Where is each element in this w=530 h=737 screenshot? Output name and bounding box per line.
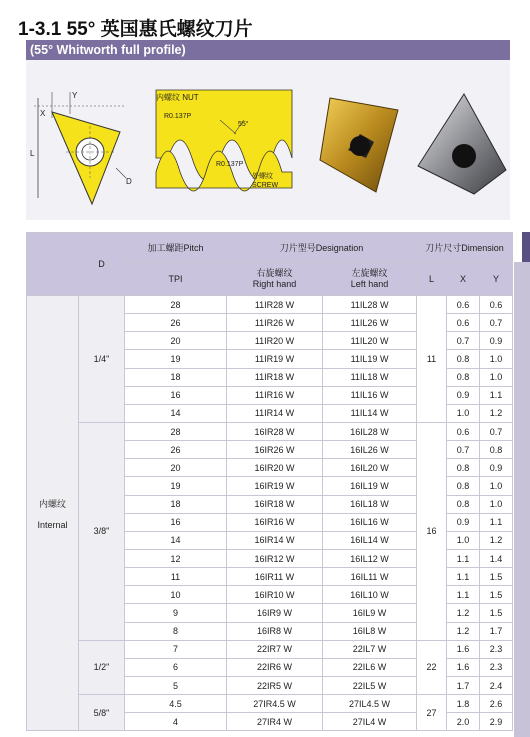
insert-length-cell: 27 [417,695,447,731]
silver-insert-image [414,90,510,200]
left-hand-designation-cell: 16IL18 W [323,495,417,513]
left-hand-designation-cell: 16IL12 W [323,549,417,567]
thread-diameter-cell: 1/4" [79,296,125,423]
right-hand-designation-cell: 11IR26 W [227,314,323,332]
y-dimension-cell: 1.0 [480,477,513,495]
y-dimension-cell: 1.0 [480,495,513,513]
thread-diameter-cell: 5/8" [79,695,125,731]
x-dimension-cell: 1.6 [447,640,480,658]
x-dimension-cell: 1.0 [447,531,480,549]
drawing-area [26,60,510,220]
tpi-cell: 16 [125,513,227,531]
dim-l-label: L [30,149,35,158]
header-designation: 刀片型号Designation [227,233,417,263]
screw-label-cn: 外螺纹 [252,173,273,180]
y-dimension-cell: 1.4 [480,549,513,567]
insert-length-cell: 11 [417,296,447,423]
left-hand-designation-cell: 22IL5 W [323,676,417,694]
tpi-cell: 5 [125,676,227,694]
radius-top-label: R0.137P [164,113,192,120]
tpi-cell: 9 [125,604,227,622]
left-hand-designation-cell: 16IL20 W [323,459,417,477]
y-dimension-cell: 0.6 [480,296,513,314]
header-dimension: 刀片尺寸Dimension [417,233,513,263]
left-hand-designation-cell: 27IL4 W [323,713,417,731]
header-x: X [447,263,480,296]
header-category-blank [27,233,79,296]
tpi-cell: 19 [125,477,227,495]
right-hand-designation-cell: 16IR20 W [227,459,323,477]
radius-bottom-label: R0.137P [216,161,244,168]
right-hand-designation-cell: 16IR28 W [227,422,323,440]
right-hand-designation-cell: 16IR26 W [227,441,323,459]
right-hand-designation-cell: 16IR18 W [227,495,323,513]
right-hand-designation-cell: 27IR4 W [227,713,323,731]
left-hand-designation-cell: 11IL28 W [323,296,417,314]
header-y: Y [480,263,513,296]
right-hand-designation-cell: 16IR14 W [227,531,323,549]
y-dimension-cell: 1.0 [480,350,513,368]
table-row [27,422,513,440]
left-hand-designation-cell: 22IL6 W [323,658,417,676]
table-row [27,296,513,314]
page-edge-strip [514,262,530,737]
y-dimension-cell: 0.7 [480,422,513,440]
y-dimension-cell: 1.1 [480,386,513,404]
y-dimension-cell: 2.3 [480,658,513,676]
tpi-cell: 20 [125,459,227,477]
screw-label-en: SCREW [252,182,279,189]
tpi-cell: 28 [125,422,227,440]
right-hand-designation-cell: 11IR18 W [227,368,323,386]
x-dimension-cell: 0.6 [447,314,480,332]
dim-x-label: X [40,109,46,118]
right-hand-designation-cell: 11IR16 W [227,386,323,404]
y-dimension-cell: 1.0 [480,368,513,386]
tpi-cell: 19 [125,350,227,368]
tpi-cell: 12 [125,549,227,567]
thread-profile-drawing [154,60,304,220]
header-left-hand: 左旋螺纹 Left hand [323,263,417,296]
insert-dimension-drawing [26,60,156,220]
category-label-en: Internal [37,519,68,530]
dim-y-label: Y [72,91,78,100]
tpi-cell: 14 [125,531,227,549]
left-hand-designation-cell: 11IL26 W [323,314,417,332]
y-dimension-cell: 1.2 [480,404,513,422]
tpi-cell: 16 [125,386,227,404]
x-dimension-cell: 1.0 [447,404,480,422]
header-pitch: 加工螺距Pitch [125,233,227,263]
right-hand-designation-cell: 11IR14 W [227,404,323,422]
x-dimension-cell: 0.7 [447,332,480,350]
x-dimension-cell: 0.8 [447,368,480,386]
y-dimension-cell: 1.1 [480,513,513,531]
right-hand-designation-cell: 11IR28 W [227,296,323,314]
x-dimension-cell: 1.8 [447,695,480,713]
header-right-hand: 右旋螺纹 Right hand [227,263,323,296]
x-dimension-cell: 0.8 [447,495,480,513]
thread-diameter-cell: 3/8" [79,422,125,640]
tpi-cell: 20 [125,332,227,350]
tpi-cell: 26 [125,314,227,332]
x-dimension-cell: 0.6 [447,422,480,440]
y-dimension-cell: 2.3 [480,640,513,658]
left-hand-designation-cell: 27IL4.5 W [323,695,417,713]
right-hand-designation-cell: 16IR16 W [227,513,323,531]
angle-label: 55° [238,121,249,128]
x-dimension-cell: 0.8 [447,459,480,477]
right-hand-designation-cell: 27IR4.5 W [227,695,323,713]
tpi-cell: 26 [125,441,227,459]
page-edge-tab [522,232,530,262]
x-dimension-cell: 1.2 [447,604,480,622]
left-hand-designation-cell: 11IL18 W [323,368,417,386]
tpi-cell: 14 [125,404,227,422]
tpi-cell: 8 [125,622,227,640]
y-dimension-cell: 0.7 [480,314,513,332]
y-dimension-cell: 1.2 [480,531,513,549]
left-hand-designation-cell: 11IL14 W [323,404,417,422]
thread-diameter-cell: 1/2" [79,640,125,694]
category-label-cn: 内螺纹 [38,498,66,509]
right-hand-designation-cell: 22IR7 W [227,640,323,658]
left-hand-designation-cell: 16IL28 W [323,422,417,440]
header-l: L [417,263,447,296]
right-hand-designation-cell: 16IR10 W [227,586,323,604]
gold-insert-image [310,90,406,200]
right-hand-designation-cell: 16IR19 W [227,477,323,495]
y-dimension-cell: 1.5 [480,586,513,604]
tpi-cell: 11 [125,568,227,586]
x-dimension-cell: 0.8 [447,350,480,368]
x-dimension-cell: 0.6 [447,296,480,314]
page-title: 1-3.1 55° 英国惠氏螺纹刀片 [18,19,253,40]
spec-table-body [27,296,513,731]
x-dimension-cell: 1.1 [447,549,480,567]
x-dimension-cell: 1.6 [447,658,480,676]
right-hand-designation-cell: 16IR8 W [227,622,323,640]
header-d: D [79,233,125,296]
right-hand-designation-cell: 11IR19 W [227,350,323,368]
x-dimension-cell: 0.7 [447,441,480,459]
left-hand-designation-cell: 16IL11 W [323,568,417,586]
insert-length-cell: 16 [417,422,447,640]
nut-label: 内螺纹 NUT [156,93,199,102]
tpi-cell: 6 [125,658,227,676]
y-dimension-cell: 2.4 [480,676,513,694]
table-row [27,640,513,658]
tpi-cell: 10 [125,586,227,604]
tpi-cell: 28 [125,296,227,314]
left-hand-designation-cell: 11IL19 W [323,350,417,368]
y-dimension-cell: 0.8 [480,441,513,459]
y-dimension-cell: 0.9 [480,332,513,350]
y-dimension-cell: 2.6 [480,695,513,713]
y-dimension-cell: 2.9 [480,713,513,731]
left-hand-designation-cell: 16IL14 W [323,531,417,549]
x-dimension-cell: 2.0 [447,713,480,731]
y-dimension-cell: 1.5 [480,604,513,622]
x-dimension-cell: 1.1 [447,586,480,604]
left-hand-designation-cell: 11IL20 W [323,332,417,350]
x-dimension-cell: 1.7 [447,676,480,694]
right-hand-designation-cell: 16IR11 W [227,568,323,586]
x-dimension-cell: 1.2 [447,622,480,640]
y-dimension-cell: 1.7 [480,622,513,640]
spec-table [26,232,513,731]
subtitle-bar: (55° Whitworth full profile) [26,40,510,60]
x-dimension-cell: 0.9 [447,386,480,404]
y-dimension-cell: 1.5 [480,568,513,586]
right-hand-designation-cell: 22IR6 W [227,658,323,676]
tpi-cell: 18 [125,495,227,513]
right-hand-designation-cell: 16IR9 W [227,604,323,622]
left-hand-designation-cell: 16IL9 W [323,604,417,622]
right-hand-designation-cell: 11IR20 W [227,332,323,350]
left-hand-designation-cell: 16IL16 W [323,513,417,531]
category-cell [27,296,79,731]
left-hand-designation-cell: 16IL19 W [323,477,417,495]
table-row [27,695,513,713]
header-tpi: TPI [125,263,227,296]
tpi-cell: 4 [125,713,227,731]
x-dimension-cell: 1.1 [447,568,480,586]
dim-d-label: D [126,177,132,186]
insert-length-cell: 22 [417,640,447,694]
left-hand-designation-cell: 16IL26 W [323,441,417,459]
right-hand-designation-cell: 22IR5 W [227,676,323,694]
right-hand-designation-cell: 16IR12 W [227,549,323,567]
y-dimension-cell: 0.9 [480,459,513,477]
x-dimension-cell: 0.8 [447,477,480,495]
left-hand-designation-cell: 22IL7 W [323,640,417,658]
left-hand-designation-cell: 11IL16 W [323,386,417,404]
left-hand-designation-cell: 16IL8 W [323,622,417,640]
left-hand-designation-cell: 16IL10 W [323,586,417,604]
x-dimension-cell: 0.9 [447,513,480,531]
tpi-cell: 7 [125,640,227,658]
tpi-cell: 4.5 [125,695,227,713]
tpi-cell: 18 [125,368,227,386]
